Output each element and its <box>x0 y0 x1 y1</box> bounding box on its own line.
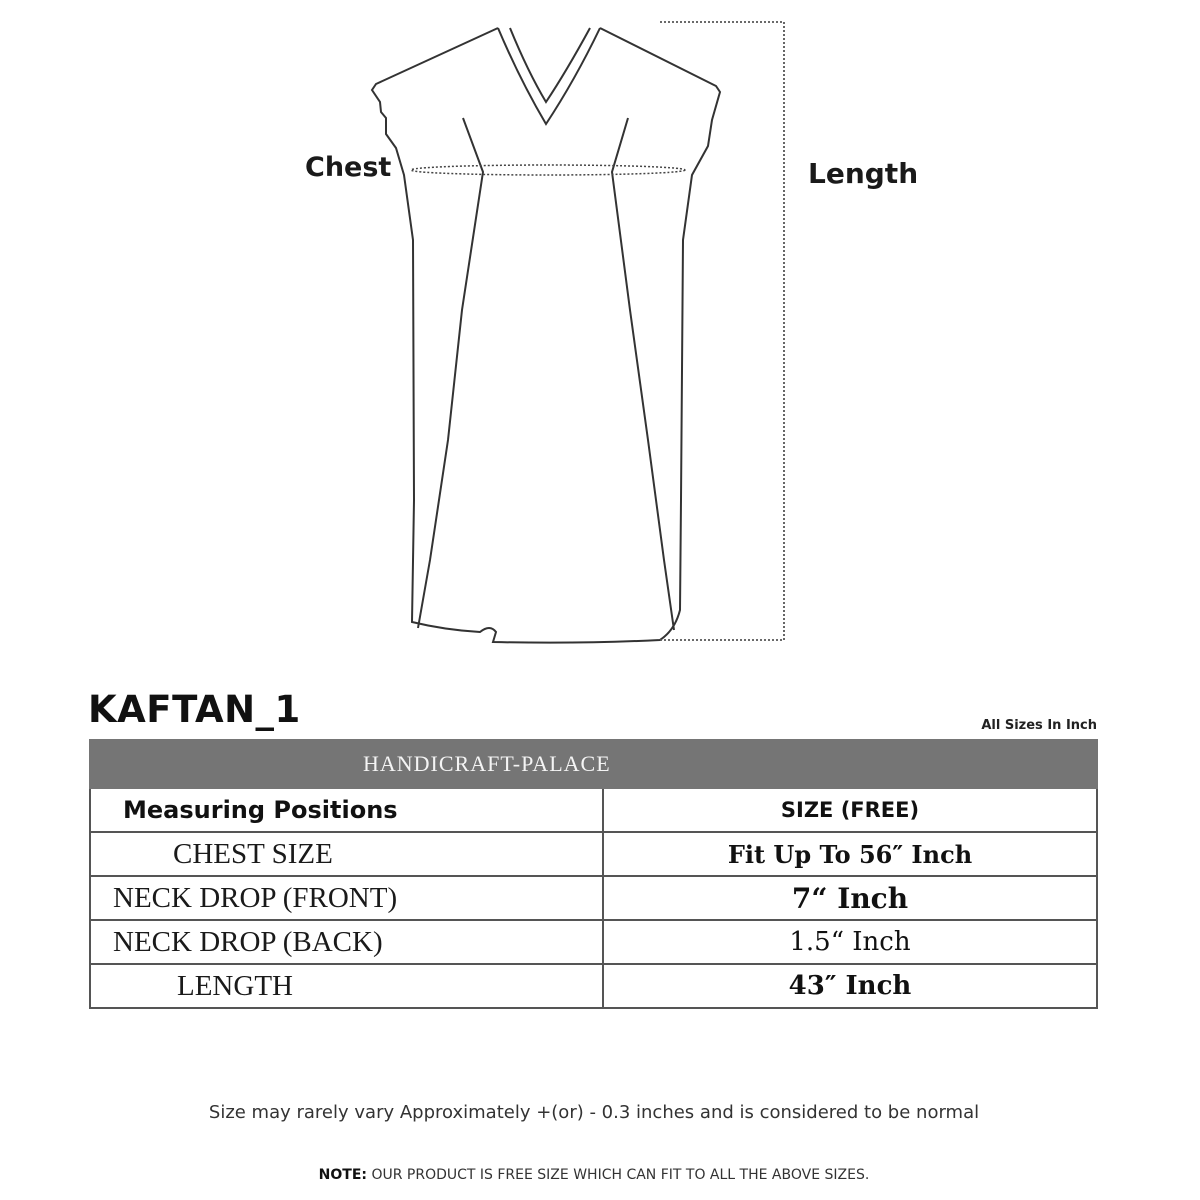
units-note: All Sizes In Inch <box>981 718 1097 733</box>
size-chart-table <box>89 739 1098 1009</box>
length-measure-line <box>660 22 784 640</box>
neckline-outer <box>498 28 600 124</box>
position-cell: NECK DROP (FRONT) <box>90 876 603 920</box>
note-label: NOTE: <box>318 1167 368 1183</box>
table-row <box>90 920 1097 964</box>
variance-note: Size may rarely vary Approximately +(or) - 0.3 inches and is considered to be normal <box>208 1102 980 1123</box>
value-cell: Fit Up To 56″ Inch <box>603 832 1097 876</box>
note-text: OUR PRODUCT IS FREE SIZE WHICH CAN FIT TO ALL THE ABOVE SIZES. <box>367 1167 870 1183</box>
garment-outline <box>372 28 720 643</box>
position-cell: NECK DROP (BACK) <box>90 920 603 964</box>
neckline-inner <box>510 28 590 102</box>
table-row <box>90 876 1097 920</box>
value-cell: 1.5“ Inch <box>603 920 1097 964</box>
free-size-note <box>0 1167 1188 1183</box>
length-label: Length <box>808 157 919 190</box>
brand-name: HANDICRAFT-PALACE <box>90 740 1097 788</box>
header-size: SIZE (FREE) <box>603 788 1097 832</box>
position-cell: CHEST SIZE <box>90 832 603 876</box>
chest-label: Chest <box>305 152 392 183</box>
value-cell: 43″ Inch <box>603 964 1097 1008</box>
brand-row <box>90 740 1097 788</box>
table-row <box>90 832 1097 876</box>
value-cell: 7“ Inch <box>603 876 1097 920</box>
table-header-row <box>90 788 1097 832</box>
header-positions: Measuring Positions <box>90 788 603 832</box>
left-seam <box>418 118 483 628</box>
right-seam <box>612 118 674 630</box>
position-cell: LENGTH <box>90 964 603 1008</box>
product-title: KAFTAN_1 <box>88 688 301 731</box>
table-row <box>90 964 1097 1008</box>
chest-measure-line <box>411 165 685 175</box>
